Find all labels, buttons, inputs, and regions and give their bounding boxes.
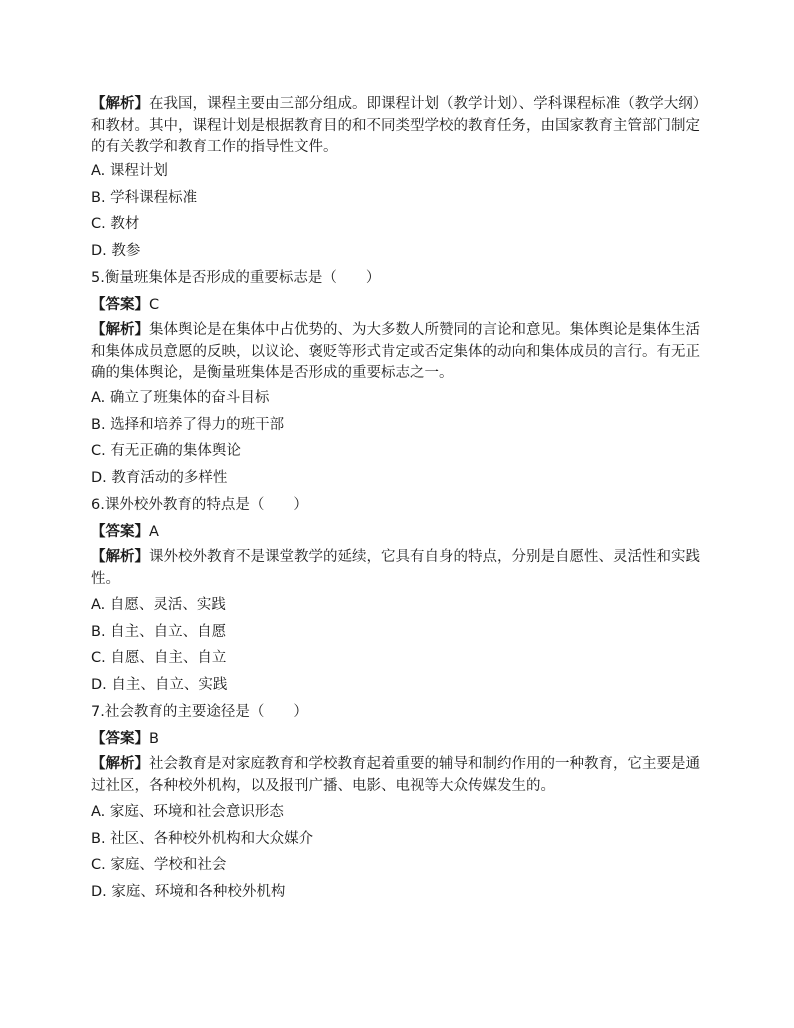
q6-answer-value: A xyxy=(149,524,159,540)
q4-option-c: C. 教材 xyxy=(91,216,140,232)
q5-analysis xyxy=(91,320,705,385)
q6-option-d: D. 自主、自立、实践 xyxy=(91,677,228,693)
q7-analysis-text: 社会教育是对家庭教育和学校教育起着重要的辅导和制约作用的一种教育，它主要是通过社区，各种校外机构，以及报刊广播、电影、电视等大众传媒发生的。 xyxy=(91,756,700,794)
q6-answer xyxy=(91,522,711,542)
analysis-label: 【解析】 xyxy=(91,96,149,112)
answer-label: 【答案】 xyxy=(91,731,149,747)
q4-option-b: B. 学科课程标准 xyxy=(91,190,198,206)
analysis-label: 【解析】 xyxy=(91,549,149,565)
q4-option-d: D. 教参 xyxy=(91,243,141,259)
analysis-label: 【解析】 xyxy=(91,756,149,772)
answer-label: 【答案】 xyxy=(91,297,149,313)
q4-analysis-text: 在我国，课程主要由三部分组成。即课程计划（教学计划）、学科课程标准（教学大纲）和教材。其中，课程计划是根据教育目的和不同类型学校的教育任务，由国家教育主管部门制定的有关教学和教育工作的指导性文件。 xyxy=(91,96,700,155)
q5-option-b: B. 选择和培养了得力的班干部 xyxy=(91,417,285,433)
q7-answer-value: B xyxy=(149,731,159,747)
q7-analysis xyxy=(91,754,705,797)
q7-option-a: A. 家庭、环境和社会意识形态 xyxy=(91,804,284,820)
q5-answer-value: C xyxy=(149,297,160,313)
analysis-label: 【解析】 xyxy=(91,322,149,338)
answer-label: 【答案】 xyxy=(91,524,149,540)
q7-question: 7.社会教育的主要途径是（ ） xyxy=(91,704,308,720)
q4-analysis xyxy=(91,94,705,159)
q6-question: 6.课外校外教育的特点是（ ） xyxy=(91,497,308,513)
q7-answer xyxy=(91,729,711,749)
q5-option-a: A. 确立了班集体的奋斗目标 xyxy=(91,390,270,406)
q5-answer xyxy=(91,295,711,315)
q6-analysis-text: 课外校外教育不是课堂教学的延续，它具有自身的特点，分别是自愿性、灵活性和实践性。 xyxy=(91,549,700,587)
q4-option-a: A. 课程计划 xyxy=(91,163,168,179)
q5-analysis-text: 集体舆论是在集体中占优势的、为大多数人所赞同的言论和意见。集体舆论是集体生活和集体成员意愿的反映，以议论、褒贬等形式肯定或否定集体的动向和集体成员的言行。有无正确的集体舆论，是衡量班集体是否形成的重要标志之一。 xyxy=(91,322,700,381)
q5-question: 5.衡量班集体是否形成的重要标志是（ ） xyxy=(91,270,381,286)
q5-option-d: D. 教育活动的多样性 xyxy=(91,470,228,486)
q5-option-c: C. 有无正确的集体舆论 xyxy=(91,443,241,459)
q7-option-b: B. 社区、各种校外机构和大众媒介 xyxy=(91,831,314,847)
q6-option-a: A. 自愿、灵活、实践 xyxy=(91,597,226,613)
q6-analysis xyxy=(91,547,705,590)
q7-option-d: D. 家庭、环境和各种校外机构 xyxy=(91,884,286,900)
q6-option-c: C. 自愿、自主、自立 xyxy=(91,650,227,666)
q7-option-c: C. 家庭、学校和社会 xyxy=(91,857,227,873)
q6-option-b: B. 自主、自立、自愿 xyxy=(91,624,227,640)
